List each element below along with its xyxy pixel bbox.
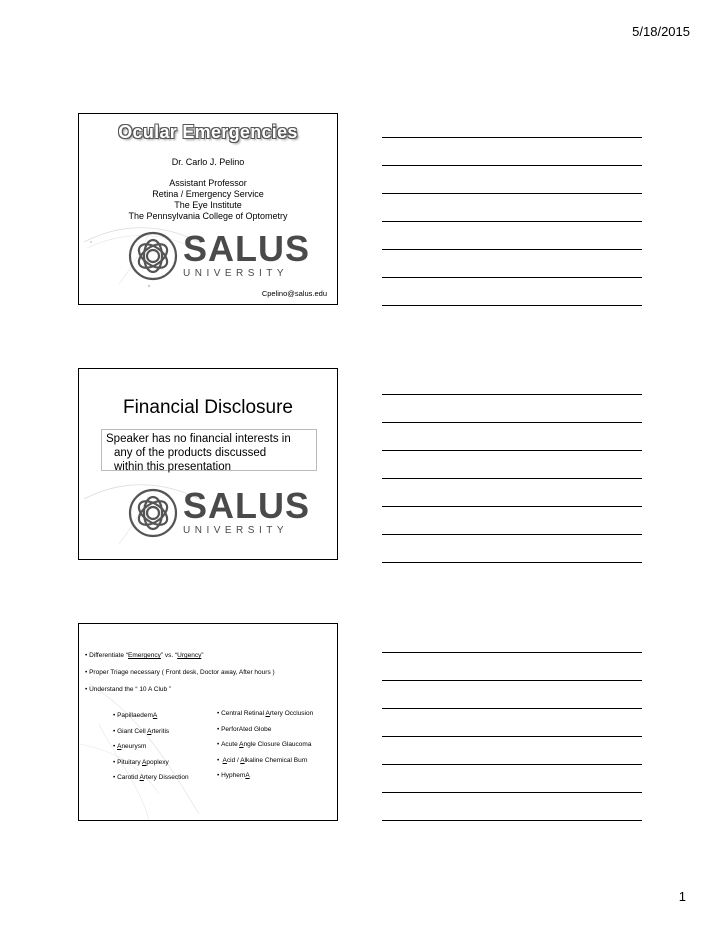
slide-2	[78, 368, 338, 560]
salus-logo	[127, 485, 311, 539]
bullet-triage: • Proper Triage necessary ( Front desk, Doctor away, After hours )	[85, 669, 275, 676]
slide-1-role-3: The Eye Institute	[174, 200, 242, 210]
date-header: 5/18/2015	[632, 24, 690, 39]
ten-a-list-right	[217, 710, 313, 788]
note-line	[382, 479, 642, 507]
salus-logo	[127, 228, 311, 282]
page-number: 1	[678, 889, 686, 904]
note-line	[382, 451, 642, 479]
note-line	[382, 110, 642, 138]
bullet-10a-club: • Understand the “ 10 A Club ”	[85, 686, 275, 693]
note-line	[382, 653, 642, 681]
disclosure-line-1: Speaker has no financial interests in	[106, 433, 291, 445]
list-item: • PapillaedemA	[113, 712, 189, 719]
disclosure-line-3: within this presentation	[114, 461, 231, 473]
note-line	[382, 194, 642, 222]
slide-1-role-2: Retina / Emergency Service	[152, 189, 264, 199]
note-line	[382, 535, 642, 563]
note-line	[382, 250, 642, 278]
note-line	[382, 138, 642, 166]
note-line	[382, 737, 642, 765]
logo-wordmark: SALUS	[183, 228, 311, 269]
list-item: • Aneurysm	[113, 743, 189, 750]
logo-subtitle: UNIVERSITY	[183, 268, 289, 279]
notes-lines-1	[382, 110, 642, 306]
note-line	[382, 367, 642, 395]
notes-lines-2	[382, 367, 642, 563]
list-item: • HyphemA	[217, 772, 313, 779]
note-line	[382, 222, 642, 250]
note-line	[382, 507, 642, 535]
note-line	[382, 793, 642, 821]
note-line	[382, 395, 642, 423]
slide-1	[78, 113, 338, 305]
list-item: • Central Retinal Artery Occlusion	[217, 710, 313, 717]
note-line	[382, 681, 642, 709]
slide-3	[78, 623, 338, 821]
logo-subtitle: UNIVERSITY	[183, 525, 289, 536]
note-line	[382, 166, 642, 194]
slide-1-author: Dr. Carlo J. Pelino	[171, 157, 245, 167]
list-item: • Acid / Alkaline Chemical Burn	[217, 757, 313, 764]
notes-lines-3	[382, 625, 642, 821]
list-item: • Pituitary Apoplexy	[113, 759, 189, 766]
list-item: • Giant Cell Arteritis	[113, 728, 189, 735]
note-line	[382, 709, 642, 737]
slide-1-role-1: Assistant Professor	[169, 178, 247, 188]
slide-3-bullets	[85, 652, 275, 703]
slide-1-role-4: The Pennsylvania College of Optometry	[128, 211, 288, 221]
note-line	[382, 278, 642, 306]
note-line	[382, 765, 642, 793]
contact-email: Cpelino@salus.edu	[261, 289, 327, 298]
ten-a-list-left	[113, 712, 189, 790]
logo-wordmark: SALUS	[183, 485, 311, 526]
salus-emblem-icon	[127, 230, 179, 282]
disclosure-box	[101, 429, 317, 471]
slide-1-title: Ocular Emergencies	[118, 122, 298, 142]
bullet-differentiate: • Differentiate “Emergency” vs. “Urgency”	[85, 652, 275, 659]
note-line	[382, 423, 642, 451]
note-line	[382, 625, 642, 653]
list-item: • PerforAted Globe	[217, 726, 313, 733]
slide-2-title: Financial Disclosure	[122, 397, 293, 418]
disclosure-line-2: any of the products discussed	[114, 447, 267, 459]
list-item: • Acute Angle Closure Glaucoma	[217, 741, 313, 748]
list-item: • Carotid Artery Dissection	[113, 774, 189, 781]
salus-emblem-icon	[127, 487, 179, 539]
